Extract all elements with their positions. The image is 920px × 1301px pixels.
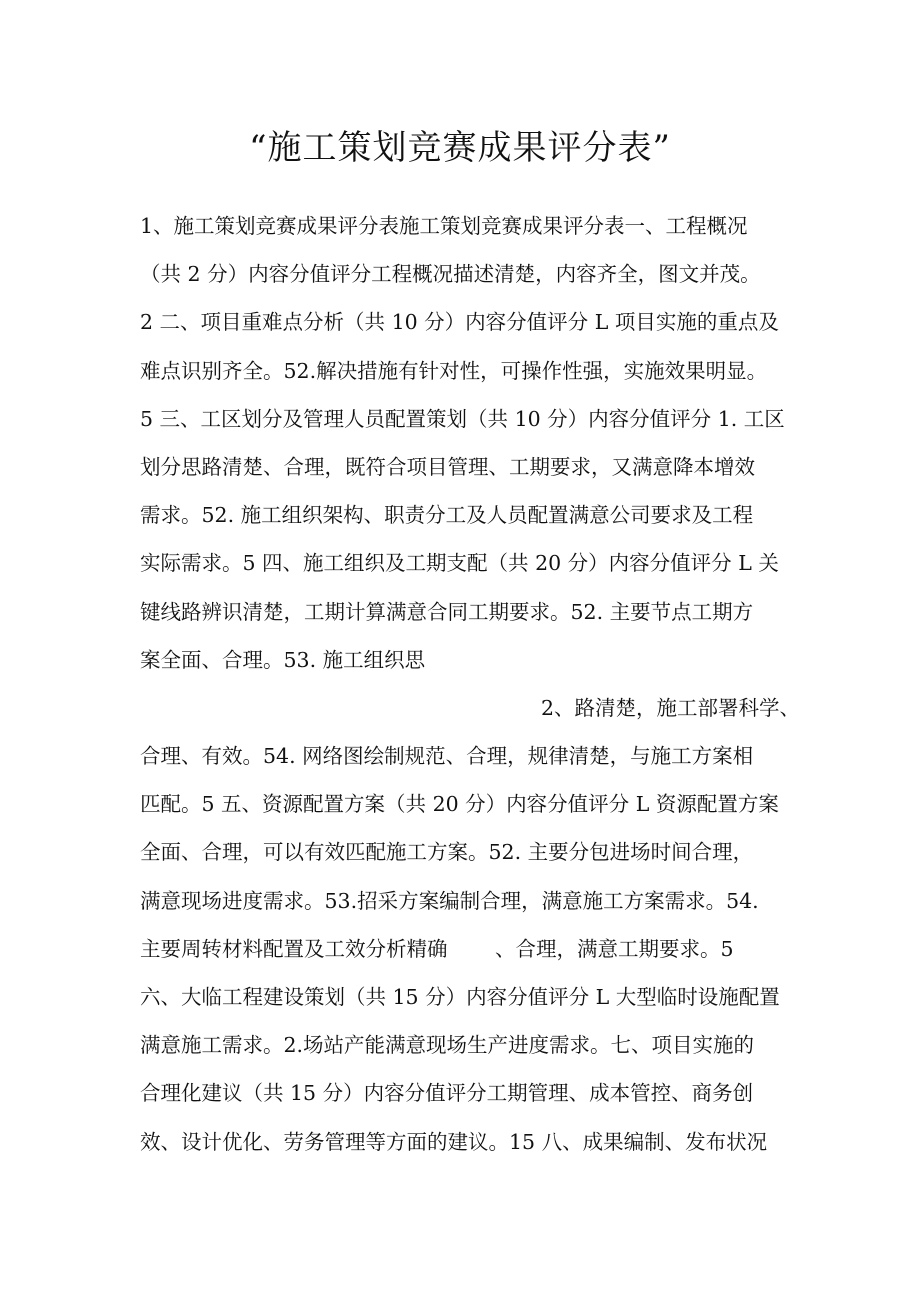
text-line: 2 二、项目重难点分析（共 10 分）内容分值评分 L 项目实施的重点及 <box>140 310 779 335</box>
text-line: 2、路清楚，施工部署科学、 <box>540 695 800 720</box>
text-line: 案全面、合理。53. 施工组织思 <box>140 647 426 672</box>
text-line: 满意施工需求。2.场站产能满意现场生产进度需求。七、项目实施的 <box>140 1033 755 1058</box>
text-line: 主要周转材料配置及工效分析精确 、合理，满意工期要求。5 <box>140 936 734 961</box>
text-line: 划分思路清楚、合理，既符合项目管理、工期要求，又满意降本增效 <box>140 454 755 479</box>
text-line: 合理化建议（共 15 分）内容分值评分工期管理、成本管控、商务创 <box>140 1081 754 1106</box>
text-line: 效、设计优化、劳务管理等方面的建议。15 八、成果编制、发布状况 <box>140 1129 768 1154</box>
text-line: 合理、有效。54. 网络图绘制规范、合理，规律清楚，与施工方案相 <box>140 744 754 769</box>
document-title: “施工策划竞赛成果评分表” <box>249 128 671 168</box>
text-line: 需求。52. 施工组织架构、职责分工及人员配置满意公司要求及工程 <box>140 503 754 528</box>
text-line: （共 2 分）内容分值评分工程概况描述清楚，内容齐全，图文并茂。 <box>140 262 761 287</box>
text-line: 键线路辨识清楚，工期计算满意合同工期要求。52. 主要节点工期方 <box>140 599 754 624</box>
text-line: 全面、合理，可以有效匹配施工方案。52. 主要分包进场时间合理， <box>140 840 754 865</box>
document-body <box>140 202 800 1166</box>
text-line: 5 三、工区划分及管理人员配置策划（共 10 分）内容分值评分 1. 工区 <box>140 406 785 431</box>
text-line: 六、大临工程建设策划（共 15 分）内容分值评分 L 大型临时设施配置 <box>140 985 780 1009</box>
text-line: 满意现场进度需求。53.招采方案编制合理，满意施工方案需求。54. <box>140 888 759 913</box>
text-line: 实际需求。5 四、施工组织及工期支配（共 20 分）内容分值评分 L 关 <box>140 551 779 576</box>
text-line: 难点识别齐全。52.解决措施有针对性，可操作性强，实施效果明显。 <box>140 358 768 383</box>
text-line: 1、施工策划竞赛成果评分表施工策划竞赛成果评分表一、工程概况 <box>140 214 748 238</box>
text-line: 匹配。5 五、资源配置方案（共 20 分）内容分值评分 L 资源配置方案 <box>140 792 779 817</box>
